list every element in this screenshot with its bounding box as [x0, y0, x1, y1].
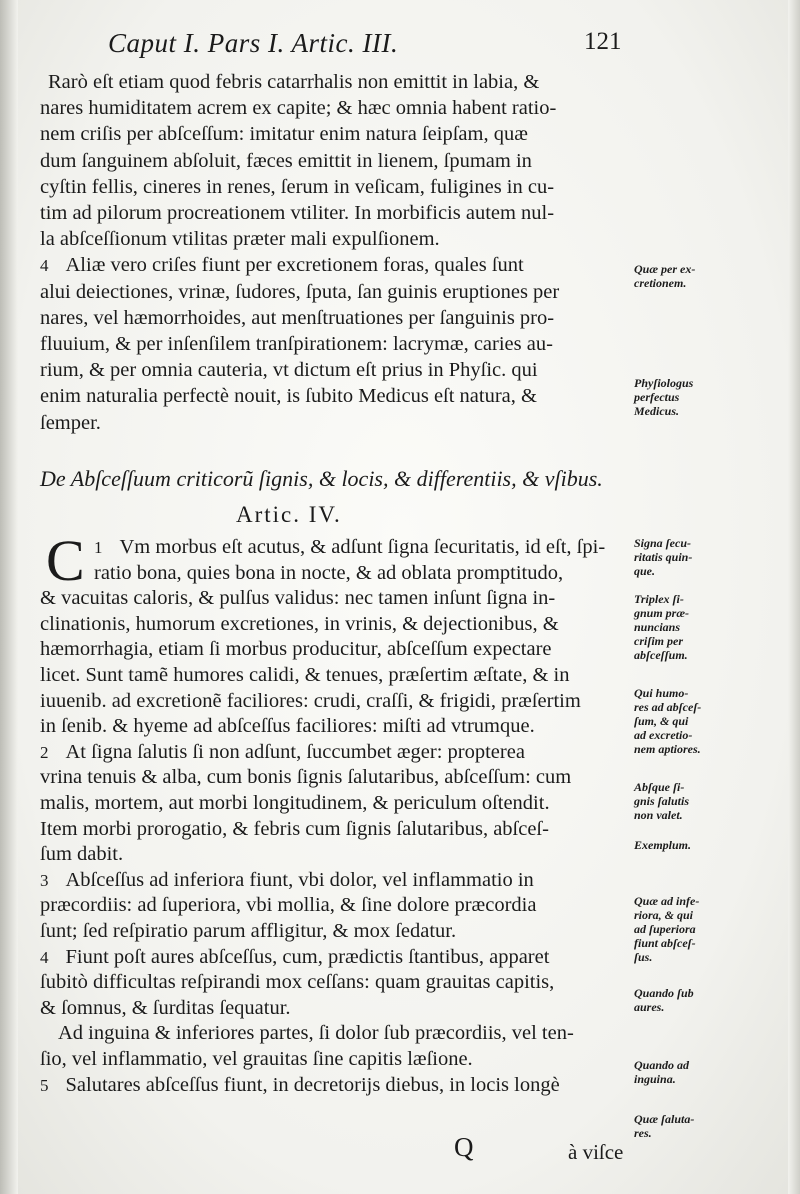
paragraph-number: 1 [94, 538, 120, 557]
text-line [40, 945, 549, 970]
text-line [40, 122, 528, 146]
text-line [40, 663, 569, 687]
text-line [40, 306, 554, 330]
margin-note: Qui humo- res ad abſceſ- ſum, & qui ad excretio- nem aptiores. [634, 686, 702, 756]
margin-note: Phyſiologus perfectus Medicus. [634, 376, 694, 418]
margin-note: Quæ ad infe- riora, & qui ad ſuperiora fiunt abſceſ- ſus. [634, 894, 700, 964]
line-text: nares, vel hæmorrhoides, aut menſtruationes per ſanguinis pro- [40, 306, 555, 329]
line-text: Salutares abſceſſus fiunt, in decretorijs diebus, in locis longè [65, 1073, 560, 1096]
line-text: ſubitò difficultas reſpirandi mox ceſſans: quam grauitas capitis, [40, 971, 555, 994]
text-line [40, 637, 552, 661]
line-text: præcordiis: ad ſuperiora, vbi mollia, & ſine dolore præcordia [40, 894, 537, 917]
line-text: hæmorrhagia, etiam ſi morbus producitur, abſceſſum expectare [40, 638, 552, 661]
gutter-shadow [0, 0, 18, 1194]
line-text: nem criſis per abſceſſum: imitatur enim natura ſeipſam, quæ [40, 123, 528, 146]
drop-cap: C [46, 528, 85, 593]
line-text: ſio, vel inflammatio, vel grauitas ſine capitis læſione. [40, 1048, 473, 1070]
line-text: iuuenib. ad excretionẽ faciliores: crudi, craſſi, & frigidi, præſertim [40, 689, 581, 712]
line-text: alui deiectiones, vrinæ, ſudores, ſputa, ſan guinis eruptiones per [40, 280, 560, 303]
text-line [40, 227, 440, 251]
text-line [40, 384, 537, 408]
text-line [94, 561, 563, 585]
line-text: Aliæ vero criſes fiunt per excretionem foras, quales ſunt [65, 254, 524, 277]
text-line [40, 1073, 560, 1098]
margin-note: Quæ ſaluta- res. [634, 1112, 695, 1140]
line-text: la abſceſſionum vtilitas præter mali expulſionem. [40, 228, 440, 251]
line-text: & ſomnus, & ſurditas ſequatur. [40, 996, 291, 1019]
text-line [40, 791, 550, 815]
margin-note: Quando ſub aures. [634, 986, 694, 1014]
paragraph-number: 3 [40, 870, 66, 890]
text-line [40, 358, 538, 382]
text-line [40, 740, 525, 765]
text-line [40, 919, 456, 943]
text-line [94, 535, 605, 560]
running-head: Caput I. Pars I. Artic. III. [108, 28, 399, 58]
text-line [40, 612, 559, 636]
line-text: ratio bona, quies bona in nocte, & ad oblata promptitudo, [94, 561, 564, 584]
text-line [40, 96, 556, 120]
line-text: Rarò eſt etiam quod febris catarrhalis non emittit in labia, & [48, 71, 540, 93]
line-text: tim ad pilorum procreationem vtiliter. In morbificis autem nul- [40, 202, 555, 224]
line-text: licet. Sunt tamẽ humores calidi, & tenues, præſertim æſtate, & in [40, 664, 570, 686]
text-line [40, 868, 534, 893]
text-line [40, 996, 291, 1020]
line-text: ſum dabit. [40, 843, 124, 866]
line-text: clinationis, humorum excretiones, in vrinis, & dejectionibus, & [40, 612, 559, 635]
line-text: rium, & per omnia cauteria, vt dictum eſt prius in Phyſic. qui [40, 359, 538, 382]
paragraph-number: 2 [40, 742, 66, 762]
margin-note: Exemplum. [634, 838, 692, 852]
line-text: Item morbi prorogatio, & febris cum ſignis ſalutaribus, abſceſ- [40, 817, 549, 840]
text-line [40, 201, 554, 225]
line-text: enim naturalia perfectè nouit, is ſubito Medicus eſt natura, & [40, 385, 537, 408]
line-text: vrina tenuis & alba, cum bonis ſignis ſalutaribus, abſceſſum: cum [40, 766, 572, 789]
line-text: Ad inguina & inferiores partes, ſi dolor ſub præcordiis, vel ten- [58, 1022, 574, 1045]
line-text: in ſenib. & hyeme ad abſceſſus faciliores: miſti ad vtrumque. [40, 715, 535, 738]
margin-note: Abſque ſi- gnis ſalutis non valet. [634, 780, 690, 822]
text-line [48, 70, 539, 94]
text-line [40, 175, 554, 199]
line-text: ſemper. [40, 411, 101, 434]
section-heading: De Abſceſſuum criticorũ ſignis, & locis, & differentiis, & vſibus. [40, 466, 603, 491]
line-text: dum ſanguinem abſoluit, fæces emittit in lienem, ſpumam in [40, 149, 532, 172]
text-line [40, 842, 123, 866]
paragraph-number: 4 [40, 256, 66, 276]
text-line [40, 332, 553, 356]
text-line [40, 714, 535, 738]
margin-note: Quando ad inguina. [634, 1058, 690, 1086]
text-line [40, 586, 555, 610]
line-text: At ſigna ſalutis ſi non adſunt, ſuccumbet æger: propterea [65, 740, 525, 763]
line-text: ſunt; ſed reſpiratio parum affligitur, & mox ſedatur. [40, 920, 457, 942]
line-text: Abſceſſus ad inferiora fiunt, vbi dolor, vel inflammatio in [65, 868, 534, 891]
text-line [40, 411, 101, 435]
paragraph-number: 4 [40, 947, 66, 967]
article-label: Artic. IV. [236, 502, 342, 527]
text-line [40, 149, 532, 173]
line-text: nares humiditatem acrem ex capite; & hæc omnia habent ratio- [40, 97, 557, 120]
text-line [40, 893, 536, 917]
line-text: Vm morbus eſt acutus, & adſunt ſigna ſecuritatis, id eſt, ſpi- [119, 536, 606, 558]
margin-note: Triplex ſi- gnum præ- nuncians criſim per abſceſſum. [634, 592, 690, 662]
margin-note: Quæ per ex- cretionem. [634, 262, 696, 290]
line-text: & vacuitas caloris, & pulſus validus: nec tamen inſunt ſigna in- [40, 587, 556, 610]
text-line [40, 689, 581, 713]
page-edge-shadow [788, 0, 800, 1194]
line-text: fluuium, & per inſenſilem tranſpirationem: lacrymæ, caries au- [40, 333, 553, 355]
text-line [40, 253, 524, 278]
margin-note: Signa ſecu- ritatis quin- que. [634, 536, 693, 578]
text-line [40, 817, 549, 841]
text-line [40, 765, 571, 789]
page-number: 121 [584, 28, 622, 55]
text-line [40, 1047, 473, 1071]
text-line [58, 1021, 574, 1045]
line-text: malis, mortem, aut morbi longitudinem, & periculum oſtendit. [40, 792, 550, 814]
catchword: à viſce [568, 1140, 624, 1164]
text-line [40, 970, 554, 994]
line-text: cyſtin fellis, cineres in renes, ſerum in veſicam, fuligines in cu- [40, 175, 555, 198]
line-text: Fiunt poſt aures abſceſſus, cum, prædictis ſtantibus, apparet [65, 945, 550, 968]
signature-mark: Q [454, 1132, 474, 1162]
text-line [40, 280, 559, 304]
paragraph-number: 5 [40, 1075, 66, 1095]
